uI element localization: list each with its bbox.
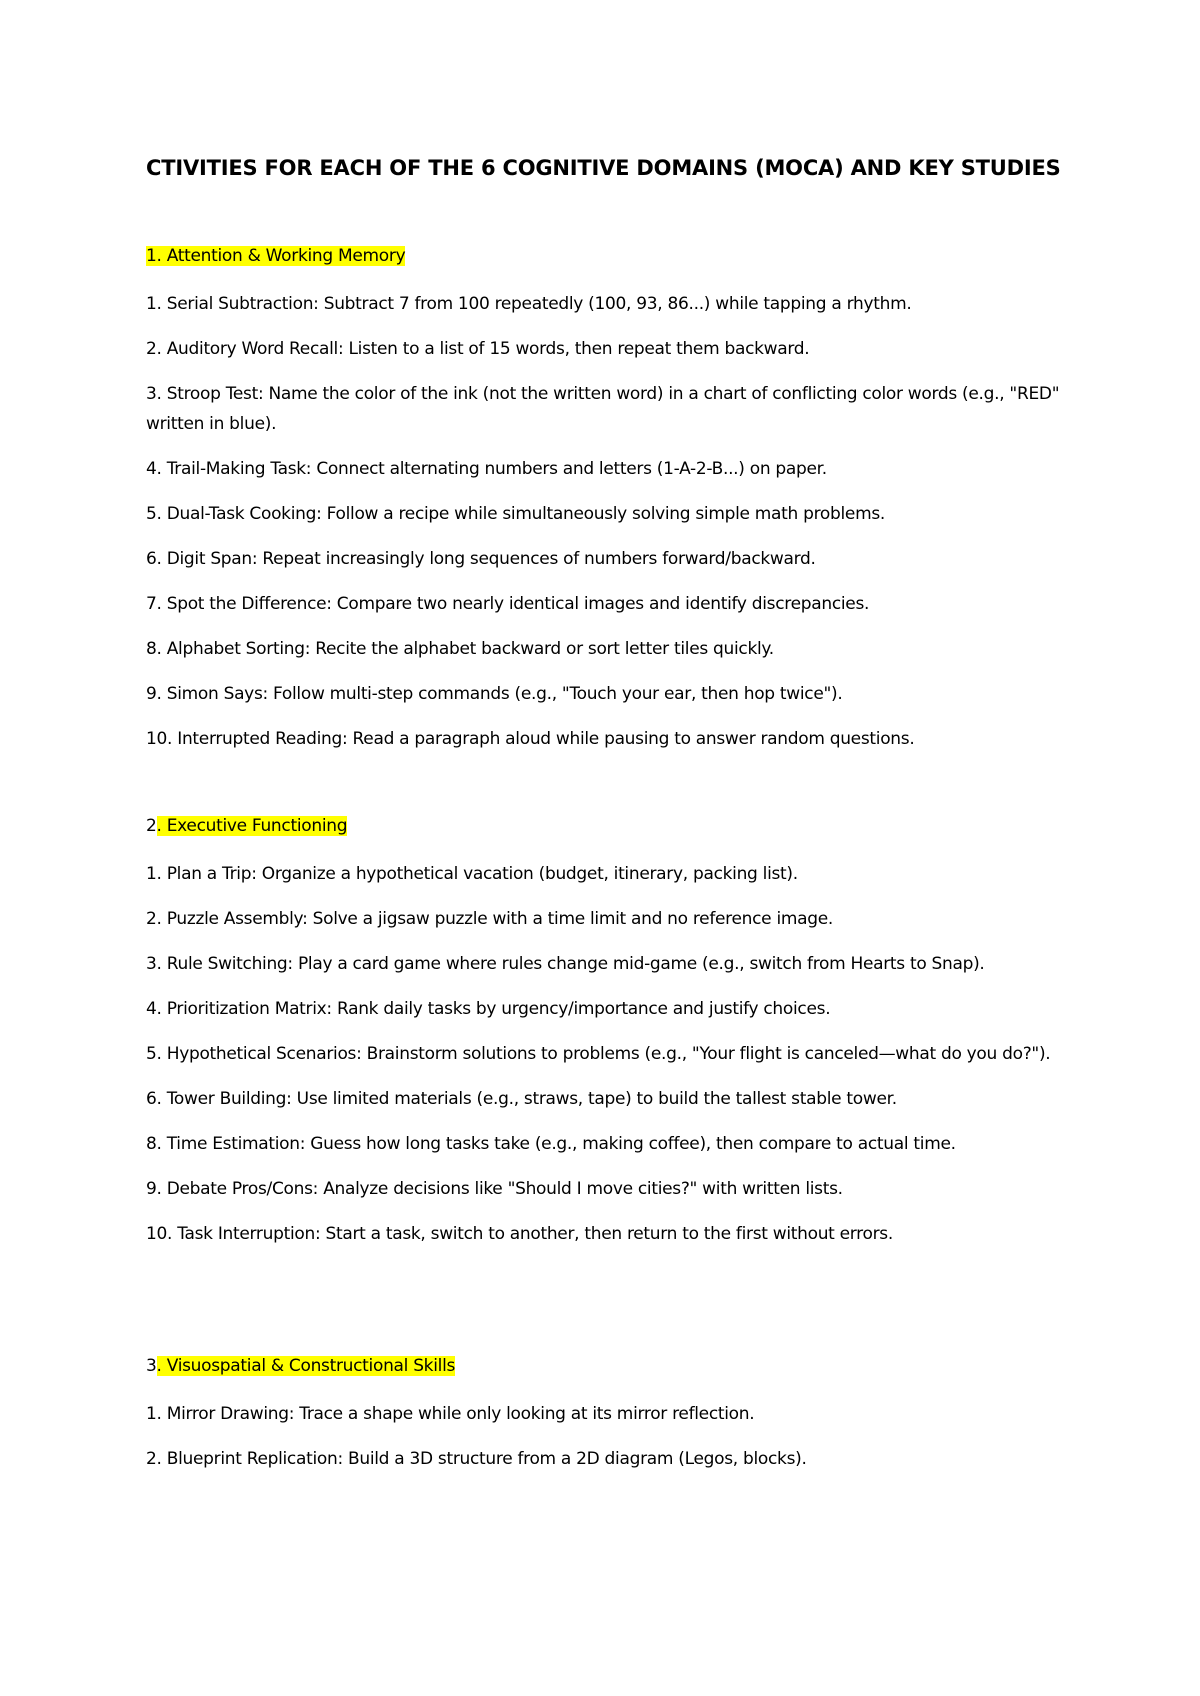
- section-title: Attention & Working Memory: [161, 246, 406, 266]
- list-item: 1. Serial Subtraction: Subtract 7 from 100 repeatedly (100, 93, 86...) while tapping a rhythm.: [146, 294, 912, 314]
- spacer: [146, 1264, 1076, 1354]
- list-item: 3. Stroop Test: Name the color of the ink (not the written word) in a chart of conflicting color words (e.g., "RED" written in blue).: [146, 384, 1060, 434]
- list-item: 9. Simon Says: Follow multi-step commands (e.g., "Touch your ear, then hop twice").: [146, 684, 843, 704]
- list-item: 2. Puzzle Assembly: Solve a jigsaw puzzle with a time limit and no reference image.: [146, 909, 833, 929]
- list-item: 8. Time Estimation: Guess how long tasks take (e.g., making coffee), then compare to actual time.: [146, 1134, 956, 1154]
- list-item: 6. Digit Span: Repeat increasingly long sequences of numbers forward/backward.: [146, 549, 816, 569]
- section-title: . Visuospatial & Constructional Skills: [156, 1356, 456, 1376]
- section-heading: [146, 244, 1076, 268]
- document-title: CTIVITIES FOR EACH OF THE 6 COGNITIVE DOMAINS (MOCA) AND KEY STUDIES: [146, 156, 1061, 180]
- section-number: 1.: [146, 246, 162, 266]
- section-title: . Executive Functioning: [156, 816, 348, 836]
- list-item: 9. Debate Pros/Cons: Analyze decisions like "Should I move cities?" with written lists.: [146, 1179, 843, 1199]
- list-item: 1. Plan a Trip: Organize a hypothetical vacation (budget, itinerary, packing list).: [146, 864, 798, 884]
- section-visuospatial: [146, 1354, 1076, 1474]
- list-item: 10. Interrupted Reading: Read a paragraph aloud while pausing to answer random questions.: [146, 729, 915, 749]
- section-executive: [146, 814, 1076, 1249]
- list-item: 2. Auditory Word Recall: Listen to a list of 15 words, then repeat them backward.: [146, 339, 810, 359]
- section-heading: [146, 814, 1076, 838]
- list-item: 2. Blueprint Replication: Build a 3D structure from a 2D diagram (Legos, blocks).: [146, 1449, 807, 1469]
- list-item: 8. Alphabet Sorting: Recite the alphabet backward or sort letter tiles quickly.: [146, 639, 774, 659]
- section-attention: [146, 244, 1076, 754]
- list-item: 7. Spot the Difference: Compare two nearly identical images and identify discrepancies.: [146, 594, 870, 614]
- list-item: 5. Hypothetical Scenarios: Brainstorm solutions to problems (e.g., "Your flight is canceled—what do you do?").: [146, 1044, 1051, 1064]
- list-item: 4. Trail-Making Task: Connect alternating numbers and letters (1-A-2-B...) on paper.: [146, 459, 827, 479]
- list-item: 10. Task Interruption: Start a task, switch to another, then return to the first without errors.: [146, 1224, 893, 1244]
- section-number: 3: [146, 1356, 157, 1376]
- section-number: 2: [146, 816, 157, 836]
- spacer: [146, 769, 1076, 814]
- list-item: 4. Prioritization Matrix: Rank daily tasks by urgency/importance and justify choices.: [146, 999, 831, 1019]
- list-item: 3. Rule Switching: Play a card game where rules change mid-game (e.g., switch from Hearts to Snap).: [146, 954, 985, 974]
- document-page: [146, 150, 1076, 1489]
- list-item: 1. Mirror Drawing: Trace a shape while only looking at its mirror reflection.: [146, 1404, 755, 1424]
- list-item: 5. Dual-Task Cooking: Follow a recipe while simultaneously solving simple math problems.: [146, 504, 886, 524]
- section-heading: [146, 1354, 1076, 1378]
- list-item: 6. Tower Building: Use limited materials (e.g., straws, tape) to build the tallest stable tower.: [146, 1089, 897, 1109]
